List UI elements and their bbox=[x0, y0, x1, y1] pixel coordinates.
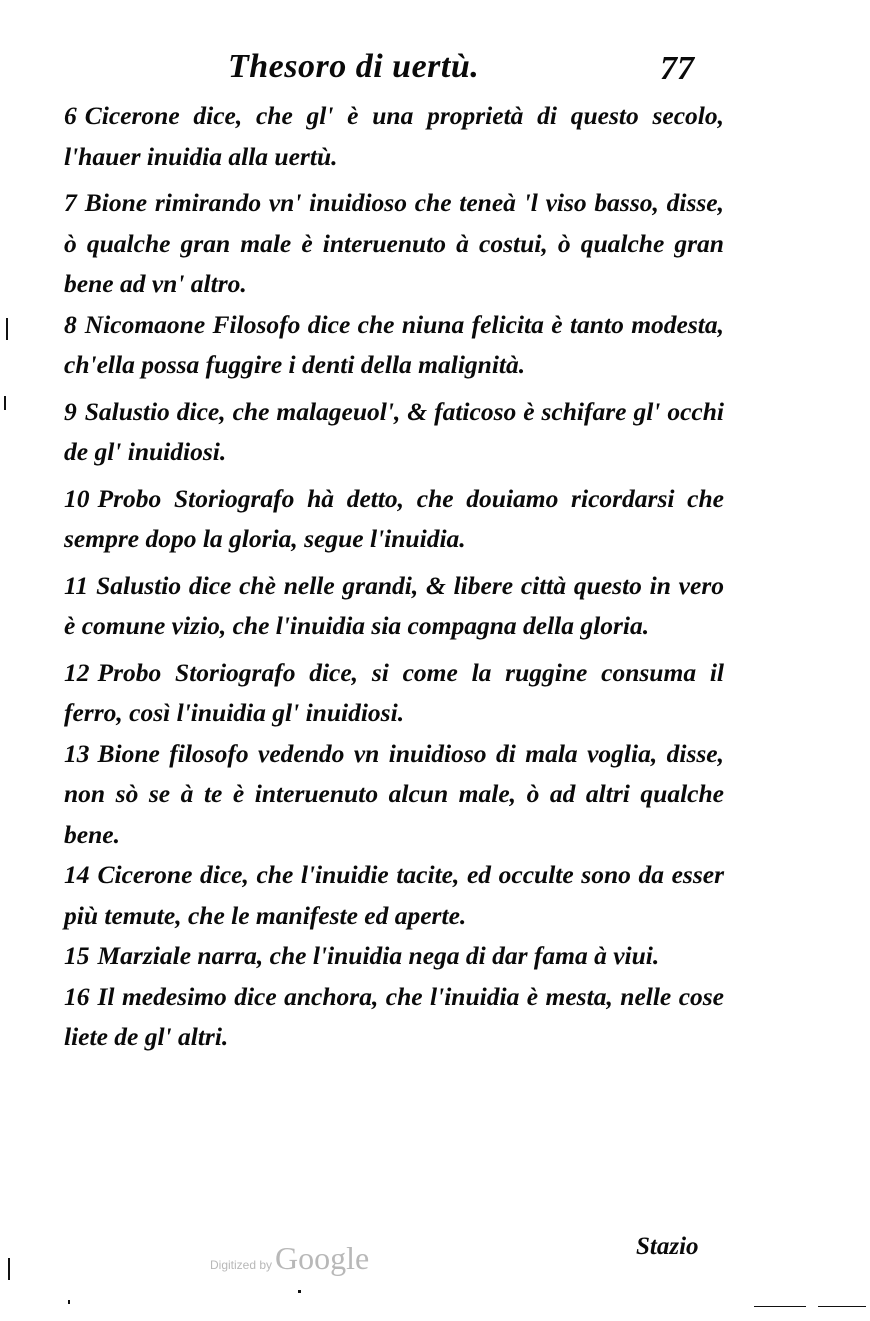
entry-number: 10 bbox=[64, 483, 90, 513]
entry-7 bbox=[64, 183, 724, 305]
entry-15 bbox=[64, 936, 724, 977]
scan-speck bbox=[68, 1300, 70, 1304]
entry-text: Salustio dice, che malageuol', & faticoso è schifare gl' occhi de gl' inuidiosi. bbox=[64, 396, 724, 466]
entry-number: 14 bbox=[64, 860, 90, 889]
entry-9 bbox=[64, 392, 724, 473]
entry-text: Probo Storiografo hà detto, che douiamo ricordarsi che sempre dopo la gloria, segue l'inuidia. bbox=[64, 483, 724, 553]
scan-speck bbox=[298, 1290, 301, 1293]
catchword: Stazio bbox=[636, 1233, 699, 1260]
scan-speck bbox=[6, 318, 8, 340]
entry-text: Marziale narra, che l'inuidia nega di dar fama à viui. bbox=[97, 941, 660, 970]
entry-text: Probo Storiografo dice, si come la ruggine consuma il ferro, così l'inuidia gl' inuidiosi. bbox=[64, 657, 724, 727]
entry-number: 15 bbox=[64, 941, 90, 970]
entry-10 bbox=[64, 479, 724, 560]
entry-number: 16 bbox=[64, 981, 90, 1011]
entry-text: Il medesimo dice anchora, che l'inuidia è mesta, nelle cose liete de gl' altri. bbox=[64, 981, 724, 1051]
page-edge-line bbox=[818, 1306, 866, 1307]
running-title: Thesoro di uertù. bbox=[228, 48, 480, 85]
entry-text: Nicomaone Filosofo dice che niuna felicita è tanto modesta, ch'ella possa fuggire i denti della malignità. bbox=[64, 309, 724, 379]
entry-text: Cicerone dice, che l'inuidie tacite, ed occulte sono da esser più temute, che le manifeste ed aperte. bbox=[64, 860, 724, 930]
page-edge-line bbox=[754, 1306, 806, 1307]
entry-number: 8 bbox=[64, 309, 77, 339]
digitized-watermark bbox=[210, 1240, 369, 1277]
entry-6 bbox=[64, 96, 724, 177]
entry-14 bbox=[64, 855, 724, 936]
entry-number: 7 bbox=[64, 188, 77, 217]
entry-number: 13 bbox=[64, 738, 90, 768]
entry-number: 11 bbox=[64, 570, 89, 600]
entry-text: Cicerone dice, che gl' è una proprietà di questo secolo, l'hauer inuidia alla uertù. bbox=[64, 101, 724, 171]
entry-text: Bione rimirando vn' inuidioso che teneà 'l viso basso, disse, ò qualche gran male è interuenuto à costui, ò qualche gran bene ad vn' altro. bbox=[64, 188, 724, 298]
entry-16 bbox=[64, 977, 724, 1058]
entry-8 bbox=[64, 305, 724, 386]
watermark-prefix: Digitized by bbox=[210, 1258, 273, 1272]
entry-13 bbox=[64, 734, 724, 856]
entry-11 bbox=[64, 566, 724, 647]
scan-speck bbox=[8, 1258, 10, 1280]
entry-12 bbox=[64, 653, 724, 734]
google-logo: Google bbox=[275, 1240, 370, 1276]
entry-list bbox=[64, 96, 724, 1058]
scan-speck bbox=[4, 396, 6, 410]
entry-number: 6 bbox=[64, 101, 77, 130]
entry-text: Salustio dice chè nelle grandi, & libere città questo in vero è comune vizio, che l'inuidia sia compagna della gloria. bbox=[64, 570, 724, 640]
entry-text: Bione filosofo vedendo vn inuidioso di mala voglia, disse, non sò se à te è interuenuto alcun male, ò ad altri qualche bene. bbox=[64, 738, 724, 849]
page-number: 77 bbox=[660, 50, 694, 87]
entry-number: 12 bbox=[64, 657, 90, 687]
entry-number: 9 bbox=[64, 396, 77, 426]
